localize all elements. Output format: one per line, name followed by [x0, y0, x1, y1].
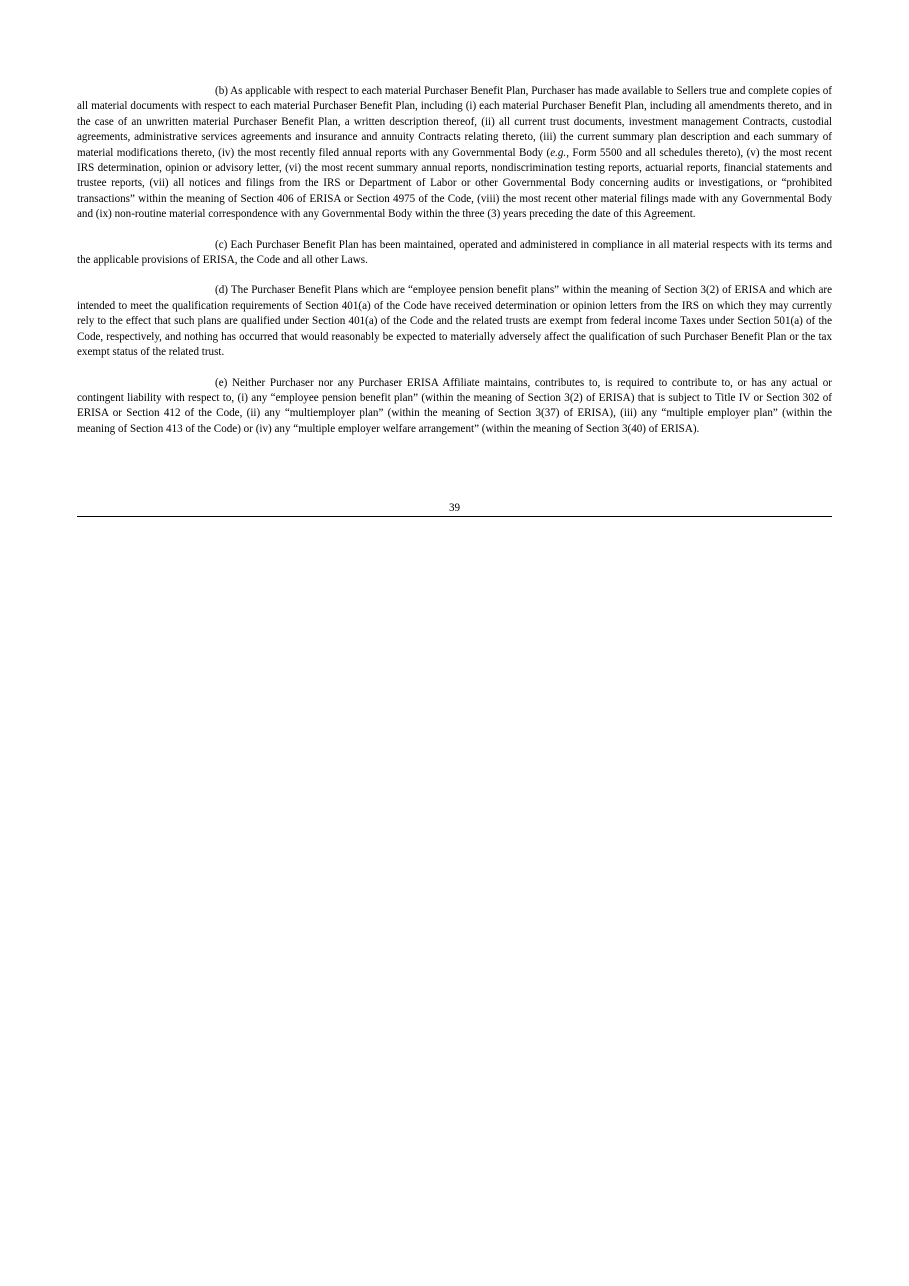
paragraph-e: (e) Neither Purchaser nor any Purchaser ERISA Affiliate maintains, contributes to, is required to contribute to, or has any actual or contingent liability with respect to, (i) any “employee pension benefit plan” (within the meaning of Section 3(2) of ERISA) that is subject to Title IV or Section 302 of ERISA or Section 412 of the Code, (ii) any “multiemployer plan” (within the meaning of Section 3(37) of ERISA), (iii) any “multiple employer plan” (within the meaning of Section 413 of the Code) or (iv) any “multiple employer welfare arrangement” (within the meaning of Section 3(40) of ERISA). [77, 376, 832, 435]
paragraph-c: (c) Each Purchaser Benefit Plan has been maintained, operated and administered in compliance in all material respects with its terms and the applicable provisions of ERISA, the Code and all other Laws. [77, 238, 832, 267]
footer-rule [77, 516, 832, 517]
paragraph-b-text-end: , Form 5500 and all schedules thereto), (v) the most recent IRS determination, opinion or advisory letter, (vi) the most recent summary annual reports, nondiscrimination testing reports, actuarial reports, financial statements and trustee reports, (vii) all notices and filings from the IRS or Department of Labor or other Governmental Body concerning audits or investigations, or “prohibited transactions” within the meaning of Section 406 of ERISA or Section 4975 of the Code, (viii) the most recent other material filings made with any Governmental Body and (ix) non-routine material correspondence with any Governmental Body within the three (3) years preceding the date of this Agreement. [77, 146, 832, 221]
paragraph-b [77, 84, 832, 223]
paragraph-b-italic-eg: e.g. [550, 146, 567, 159]
paragraph-d: (d) The Purchaser Benefit Plans which are “employee pension benefit plans” within the meaning of Section 3(2) of ERISA and which are intended to meet the qualification requirements of Section 401(a) of the Code have received determination or opinion letters from the IRS on which they may currently rely to the effect that such plans are qualified under Section 401(a) of the Code and the related trusts are exempt from federal income Taxes under Section 501(a) of the Code, respectively, and nothing has occurred that would reasonably be expected to materially adversely affect the qualification of such Purchaser Benefit Plan or the tax exempt status of the related trust. [77, 284, 832, 359]
document-page [77, 84, 832, 452]
paragraph-b-text-start: (b) As applicable with respect to each material Purchaser Benefit Plan, Purchaser has made available to Sellers true and complete copies of all material documents with respect to each material Purchaser Benefit Plan, including (i) each material Purchaser Benefit Plan, including all amendments thereto, and in the case of an unwritten material Purchaser Benefit Plan, a written description thereof, (ii) all current trust documents, investment management Contracts, custodial agreements, administrative services agreements and insurance and annuity Contracts relating thereto, (iii) the current summary plan description and each summary of material modifications thereto, (iv) the most recently filed annual reports with any Governmental Body ( [77, 85, 832, 159]
page-number: 39 [448, 502, 461, 514]
page-footer [77, 501, 832, 517]
